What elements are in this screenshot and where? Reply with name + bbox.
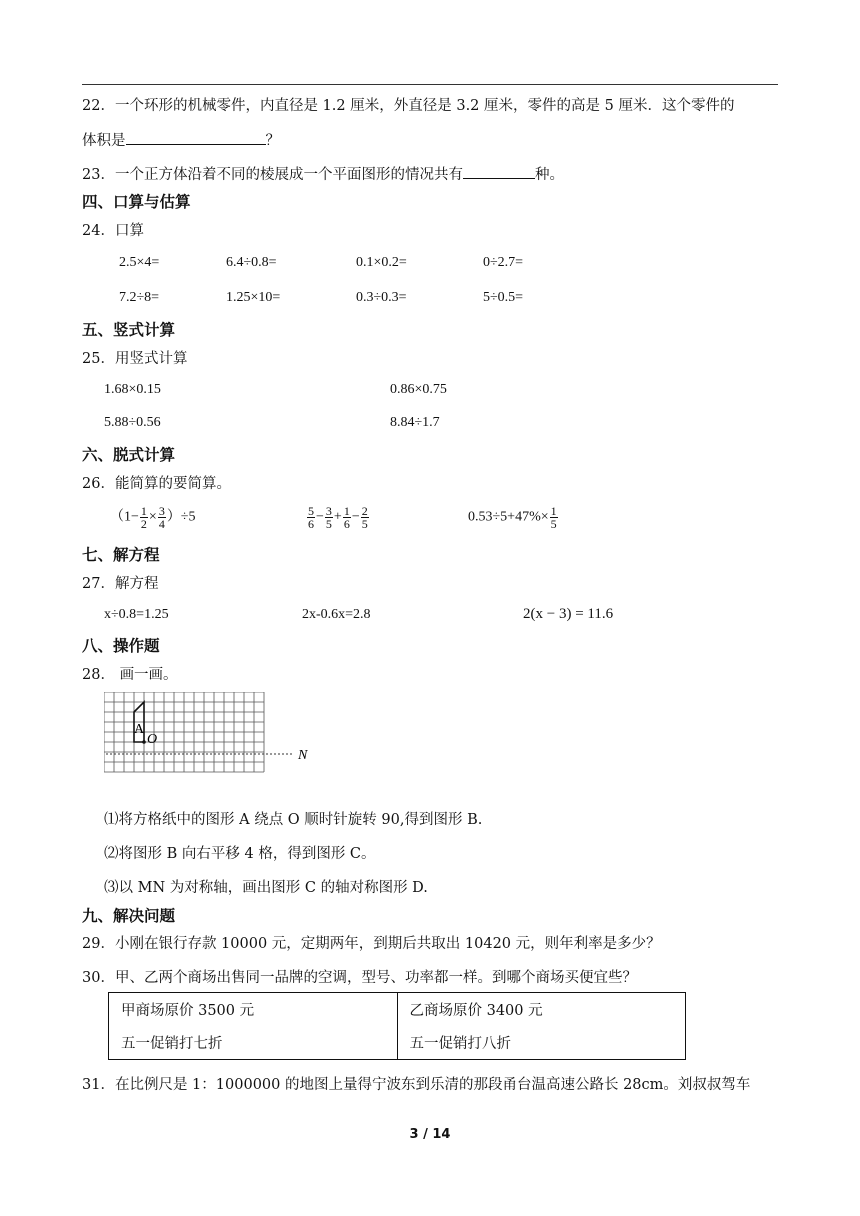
table-cell: 五一促销打七折 bbox=[109, 1026, 398, 1060]
question-25 bbox=[82, 347, 187, 368]
expression-2 bbox=[306, 505, 370, 530]
expr-text: ）÷5 bbox=[166, 509, 196, 525]
question-24 bbox=[82, 219, 144, 240]
equation-item: 2(x − 3) = 11.6 bbox=[523, 606, 614, 622]
answer-blank[interactable] bbox=[463, 164, 535, 179]
question-22 bbox=[82, 94, 734, 115]
fraction bbox=[307, 505, 315, 530]
section-heading: 四、口算与估算 bbox=[82, 193, 191, 211]
section-heading: 六、脱式计算 bbox=[82, 446, 176, 464]
question-number: 25． bbox=[82, 351, 115, 367]
grid-paper-figure bbox=[104, 692, 324, 774]
expression-1 bbox=[110, 505, 196, 530]
denominator: 4 bbox=[158, 517, 165, 531]
operator: − bbox=[351, 509, 360, 525]
question-31 bbox=[82, 1073, 750, 1094]
table-cell: 乙商场原价 3400 元 bbox=[397, 993, 686, 1027]
numerator: 2 bbox=[361, 504, 368, 518]
question-text: 口算 bbox=[114, 223, 144, 239]
fraction bbox=[361, 505, 369, 530]
question-text: 甲、乙两个商场出售同一品牌的空调，型号、功率都一样。到哪个商场买便宜些？ bbox=[114, 970, 637, 986]
operator: + bbox=[333, 509, 342, 525]
oral-calc-item: 0÷2.7= bbox=[483, 255, 524, 270]
fraction bbox=[140, 505, 148, 530]
numerator: 1 bbox=[343, 504, 350, 518]
table-cell: 五一促销打八折 bbox=[397, 1026, 686, 1060]
oral-calc-item: 7.2÷8= bbox=[119, 290, 160, 305]
numerator: 1 bbox=[140, 504, 147, 518]
question-number: 28． bbox=[82, 667, 115, 683]
question-text: 一个正方体沿着不同的棱展成一个平面图形的情况共有 bbox=[114, 167, 463, 183]
question-number: 30． bbox=[82, 970, 115, 986]
table-row bbox=[109, 993, 686, 1027]
expr-text: （1− bbox=[110, 509, 139, 525]
question-number: 29． bbox=[82, 936, 115, 952]
question-text: 在比例尺是 1：1000000 的地图上量得宁波东到乐清的那段甬台温高速公路长 28cm。刘叔叔驾车 bbox=[114, 1077, 751, 1093]
oral-calc-item: 5÷0.5= bbox=[483, 290, 524, 305]
denominator: 5 bbox=[550, 517, 557, 531]
instruction-1: ⑴将方格纸中的图形 A 绕点 O 顺时针旋转 90,得到图形 B. bbox=[104, 812, 483, 828]
fraction bbox=[343, 505, 351, 530]
denominator: 2 bbox=[140, 517, 147, 531]
denominator: 6 bbox=[343, 517, 350, 531]
equation-item: 2x-0.6x=2.8 bbox=[302, 607, 371, 622]
question-number: 22． bbox=[82, 98, 115, 114]
vertical-calc-item: 0.86×0.75 bbox=[390, 382, 447, 397]
question-30 bbox=[82, 966, 637, 987]
page-number: 3 / 14 bbox=[409, 1127, 451, 1142]
section-heading: 五、竖式计算 bbox=[82, 321, 176, 339]
grid-lines bbox=[104, 692, 264, 772]
numerator: 3 bbox=[325, 504, 332, 518]
question-29 bbox=[82, 932, 661, 953]
question-28 bbox=[82, 663, 178, 684]
section-heading: 七、解方程 bbox=[82, 546, 160, 564]
table-cell: 甲商场原价 3500 元 bbox=[109, 993, 398, 1027]
question-number: 24． bbox=[82, 223, 115, 239]
question-text: 画一画。 bbox=[119, 667, 178, 683]
oral-calc-item: 0.1×0.2= bbox=[356, 255, 407, 270]
operator: × bbox=[148, 509, 157, 525]
question-number: 26． bbox=[82, 476, 115, 492]
point-o bbox=[142, 740, 146, 744]
question-tail: ？ bbox=[265, 133, 280, 149]
expression-3 bbox=[468, 505, 559, 530]
instruction-2: ⑵将图形 B 向右平移 4 格，得到图形 C。 bbox=[104, 846, 376, 862]
question-text: 体积是 bbox=[82, 133, 126, 149]
vertical-calc-item: 5.88÷0.56 bbox=[104, 415, 161, 430]
fraction bbox=[158, 505, 166, 530]
denominator: 5 bbox=[361, 517, 368, 531]
question-number: 23． bbox=[82, 167, 115, 183]
denominator: 6 bbox=[308, 517, 314, 531]
fraction bbox=[550, 505, 558, 530]
numerator: 1 bbox=[550, 504, 557, 518]
numerator: 3 bbox=[158, 504, 165, 518]
question-26 bbox=[82, 472, 231, 493]
price-comparison-table bbox=[108, 992, 686, 1060]
header-rule bbox=[82, 84, 778, 85]
question-text: 解方程 bbox=[114, 576, 159, 592]
question-number: 31． bbox=[82, 1077, 115, 1093]
question-tail: 种。 bbox=[534, 167, 564, 183]
question-text: 一个环形的机械零件，内直径是 1.2 厘米，外直径是 3.2 厘米，零件的高是 5 厘米．这个零件的 bbox=[114, 98, 735, 114]
label-o: O bbox=[147, 732, 158, 747]
label-n: N bbox=[298, 748, 308, 763]
vertical-calc-item: 1.68×0.15 bbox=[104, 382, 161, 397]
answer-blank[interactable] bbox=[126, 130, 266, 145]
fraction bbox=[325, 505, 333, 530]
question-text: 能简算的要简算。 bbox=[114, 476, 231, 492]
expr-text: 0.53÷5+47%× bbox=[468, 509, 549, 525]
question-text: 用竖式计算 bbox=[114, 351, 188, 367]
oral-calc-item: 6.4÷0.8= bbox=[226, 255, 277, 270]
label-a: A bbox=[134, 722, 145, 737]
oral-calc-item: 2.5×4= bbox=[119, 255, 160, 270]
equation-item: x÷0.8=1.25 bbox=[104, 607, 169, 622]
question-27 bbox=[82, 572, 158, 593]
section-heading: 八、操作题 bbox=[82, 637, 160, 655]
oral-calc-item: 0.3÷0.3= bbox=[356, 290, 407, 305]
question-23 bbox=[82, 163, 564, 184]
table-row bbox=[109, 1026, 686, 1060]
operator: − bbox=[316, 509, 324, 525]
denominator: 5 bbox=[325, 517, 332, 531]
oral-calc-item: 1.25×10= bbox=[226, 290, 281, 305]
numerator: 5 bbox=[308, 504, 314, 518]
section-heading: 九、解决问题 bbox=[82, 907, 176, 925]
vertical-calc-item: 8.84÷1.7 bbox=[390, 415, 440, 430]
question-22-line2 bbox=[82, 129, 280, 150]
question-number: 27． bbox=[82, 576, 115, 592]
instruction-3: ⑶以 MN 为对称轴，画出图形 C 的轴对称图形 D. bbox=[104, 880, 428, 896]
question-text: 小刚在银行存款 10000 元，定期两年，到期后共取出 10420 元，则年利率是多少？ bbox=[114, 936, 661, 952]
